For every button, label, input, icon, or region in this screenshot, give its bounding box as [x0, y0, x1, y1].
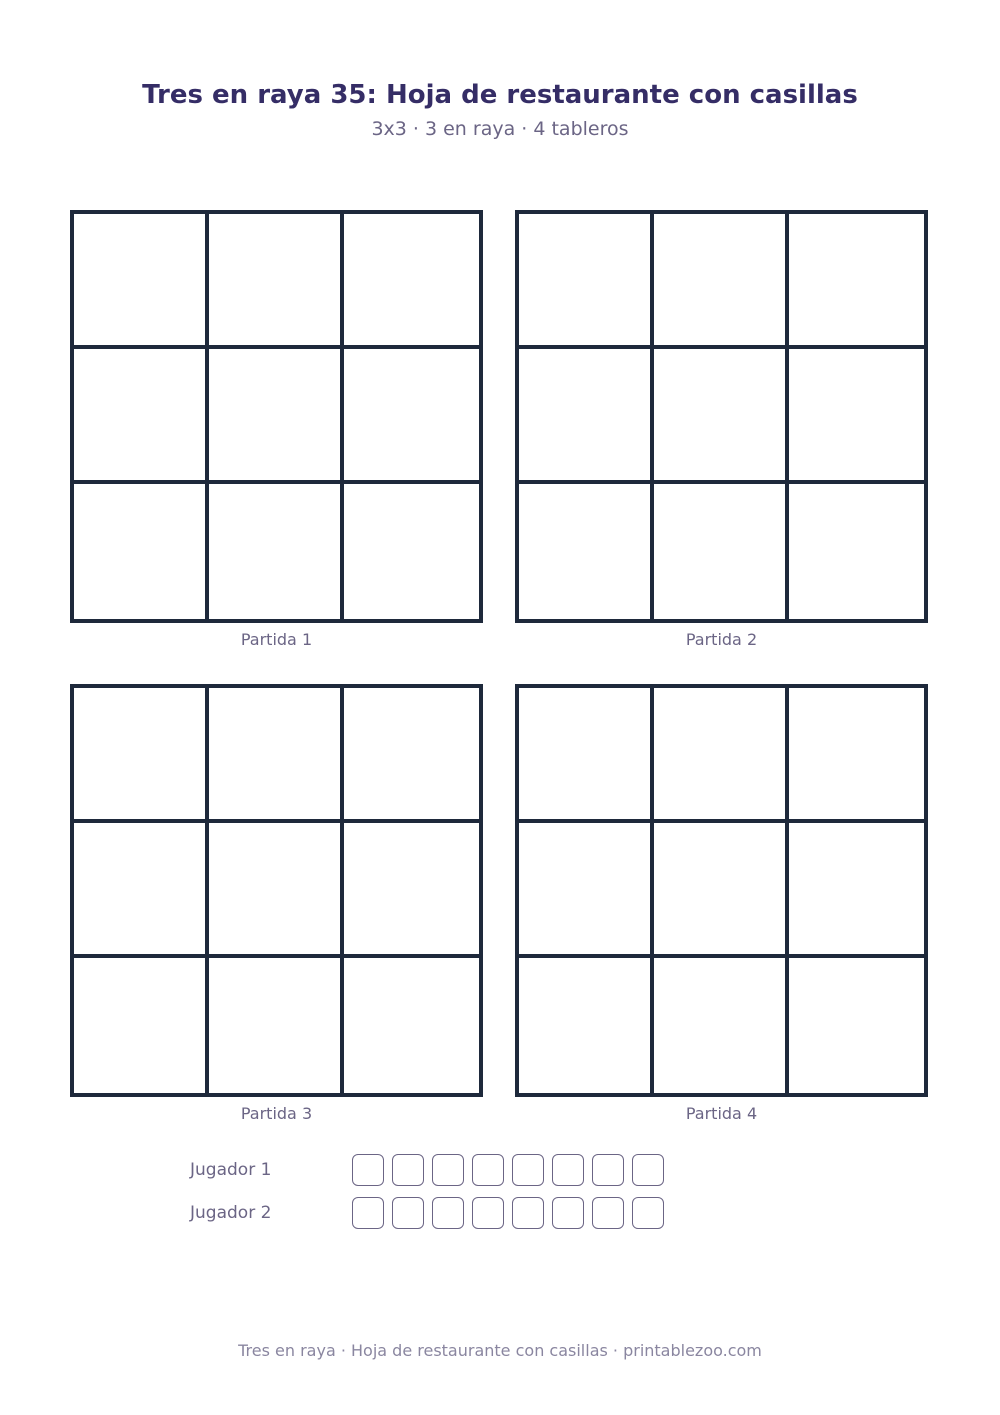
board-3: [70, 684, 483, 1097]
board-2: [515, 210, 928, 623]
board-cell[interactable]: [74, 823, 209, 958]
board-cell[interactable]: [209, 823, 344, 958]
board-cell[interactable]: [519, 688, 654, 823]
board-cell[interactable]: [789, 958, 924, 1093]
board-cell[interactable]: [344, 349, 479, 484]
board-cell[interactable]: [519, 823, 654, 958]
board-cell[interactable]: [654, 214, 789, 349]
board-cell[interactable]: [789, 214, 924, 349]
player-2-label: Jugador 2: [190, 1203, 272, 1223]
score-checkbox[interactable]: [352, 1197, 384, 1229]
score-checkbox[interactable]: [592, 1197, 624, 1229]
board-cell[interactable]: [344, 484, 479, 619]
board-cell[interactable]: [519, 349, 654, 484]
board-cell[interactable]: [789, 484, 924, 619]
board-cell[interactable]: [209, 484, 344, 619]
player-1-label: Jugador 1: [190, 1160, 272, 1180]
board-cell[interactable]: [789, 688, 924, 823]
score-checkbox[interactable]: [512, 1197, 544, 1229]
board-cell[interactable]: [519, 484, 654, 619]
score-checkbox[interactable]: [512, 1154, 544, 1186]
score-checkbox[interactable]: [632, 1197, 664, 1229]
board-cell[interactable]: [654, 484, 789, 619]
board-cell[interactable]: [209, 349, 344, 484]
score-checkbox[interactable]: [472, 1197, 504, 1229]
board-caption: Partida 3: [240, 1104, 313, 1123]
score-checkbox[interactable]: [632, 1154, 664, 1186]
board-cell[interactable]: [344, 214, 479, 349]
board-caption: Partida 4: [685, 1104, 758, 1123]
page-subtitle: 3x3 · 3 en raya · 4 tableros: [371, 118, 629, 140]
score-checkbox[interactable]: [552, 1197, 584, 1229]
board-cell[interactable]: [519, 958, 654, 1093]
board-cell[interactable]: [209, 688, 344, 823]
board-cell[interactable]: [74, 214, 209, 349]
board-cell[interactable]: [344, 823, 479, 958]
board-cell[interactable]: [654, 823, 789, 958]
board-cell[interactable]: [519, 214, 654, 349]
board-caption: Partida 1: [240, 630, 313, 649]
board-cell[interactable]: [74, 688, 209, 823]
player-1-score-boxes: [352, 1154, 664, 1186]
board-cell[interactable]: [789, 349, 924, 484]
board-cell[interactable]: [654, 688, 789, 823]
board-cell[interactable]: [74, 958, 209, 1093]
board-cell[interactable]: [74, 484, 209, 619]
board-cell[interactable]: [789, 823, 924, 958]
board-4: [515, 684, 928, 1097]
score-checkbox[interactable]: [432, 1154, 464, 1186]
score-checkbox[interactable]: [392, 1154, 424, 1186]
score-checkbox[interactable]: [592, 1154, 624, 1186]
board-caption: Partida 2: [685, 630, 758, 649]
board-cell[interactable]: [209, 958, 344, 1093]
board-cell[interactable]: [654, 958, 789, 1093]
board-cell[interactable]: [654, 349, 789, 484]
score-checkbox[interactable]: [392, 1197, 424, 1229]
page-title: Tres en raya 35: Hoja de restaurante con casillas: [142, 80, 858, 110]
player-2-score-boxes: [352, 1197, 664, 1229]
board-cell[interactable]: [344, 688, 479, 823]
score-checkbox[interactable]: [472, 1154, 504, 1186]
board-cell[interactable]: [209, 214, 344, 349]
score-checkbox[interactable]: [432, 1197, 464, 1229]
score-checkbox[interactable]: [552, 1154, 584, 1186]
board-cell[interactable]: [344, 958, 479, 1093]
board-cell[interactable]: [74, 349, 209, 484]
page-footer: Tres en raya · Hoja de restaurante con casillas · printablezoo.com: [238, 1341, 762, 1360]
score-checkbox[interactable]: [352, 1154, 384, 1186]
board-1: [70, 210, 483, 623]
